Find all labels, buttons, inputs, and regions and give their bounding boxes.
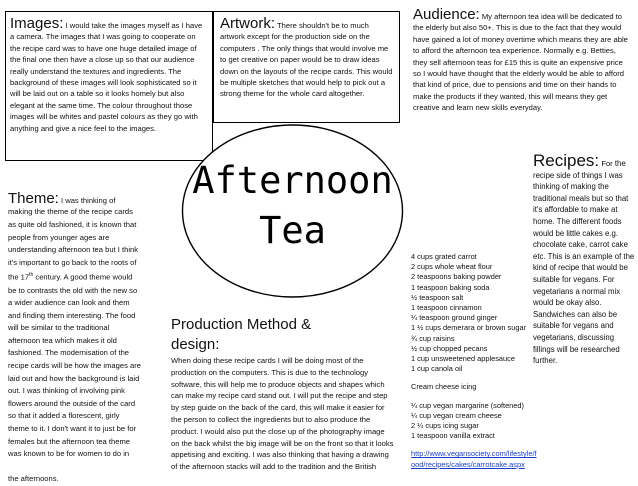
- images-heading: Images:: [10, 15, 64, 32]
- production-body: When doing these recipe cards I will be doing most of the production on the computers. This is due to the technology software, this will help me to produce objects and shapes which can make my recipe card stand out. I will put the recipe and step by step guide on the back of the card, this will make it easier for the person to collect the ingredients but to also produce the product. I would also put the close up of the photography image on the back whilst the big image will be on the front so that it looks appetising and exciting. I was also thinking that having a drawing of the afternoon stacks will add to the tradition and the British: [171, 356, 394, 472]
- ingredients-list: [411, 250, 537, 479]
- theme-body-line: be to contrasts the old with the new so: [8, 285, 138, 295]
- theme-body-line: a wider audience can look and them: [8, 298, 130, 308]
- theme-body-line: will be similar to the traditional: [8, 323, 110, 333]
- audience-body: dedicated to the elderly but also 50+. This is due to the fact that they would have gained a lot of money overtime which means they are able to afford the afternoon tea experience. Normally e.g. Betties, they sell afternoon teas for £15 this is quite an expensive price so I would have thought that the elderly would be able to afford that kind of price, due to pensions and time on their hands to make the products if they wanted, this will means they get creative and learn new skills everyday.: [413, 12, 628, 113]
- theme-body-line: flowers around the outside of the card: [8, 398, 136, 408]
- recipes-text: [533, 153, 636, 367]
- theme-body-line: was known to be for women to do in: [8, 449, 130, 459]
- title-line-2: Tea: [259, 209, 326, 252]
- title-ellipse: [180, 122, 405, 300]
- icing-item: 1 teaspoon vanilla extract: [411, 431, 495, 441]
- theme-body-line: the afternoons.: [8, 474, 59, 484]
- icing-item: ¼ cup vegan margarine (softened): [411, 400, 524, 410]
- theme-body-line: it's important to go back to the roots of: [8, 257, 137, 267]
- theme-body-line: people from younger ages are: [8, 232, 110, 242]
- ingredient-item: ¼ teaspoon ground ginger: [411, 313, 498, 323]
- theme-body-line: [8, 461, 156, 474]
- images-body: as I have a camera. The images that I was going to cooperate on the recipe card was to have one huge detailed image of the final one then have a close up so that our audience really understand the textures and ingredients. The background of these images will look sophisticated so it will be laid out on a table so it looks homely but also elegant at the same time. The colour throughout those images will be whites and pastel colours as they go with anything and give a nice feel to the images.: [10, 21, 203, 133]
- ingredient-item: 1 teaspoon cinnamon: [411, 303, 482, 313]
- theme-first-line: [8, 191, 156, 206]
- artwork-heading: Artwork:: [220, 15, 276, 32]
- ingredient-item: 1 teaspoon baking soda: [411, 282, 490, 292]
- theme-body-line: understanding afternoon tea but I think: [8, 245, 139, 255]
- ingredient-item: 4 cups grated carrot: [411, 252, 477, 261]
- theme-body-line: females but the afternoon tea theme: [8, 436, 131, 446]
- theme-body: [8, 206, 156, 486]
- icing-items: [411, 401, 537, 442]
- theme-lead: I was thinking of: [60, 196, 116, 205]
- theme-body-line: afternoon tea which makes it old: [8, 335, 117, 345]
- artwork-section: [213, 11, 400, 123]
- production-heading-2: design:: [171, 336, 220, 353]
- ingredient-items: [411, 252, 537, 374]
- ingredient-item: 1 cup canola oil: [411, 364, 463, 374]
- icing-title: Cream cheese icing: [411, 382, 477, 392]
- audience-heading: Audience:: [413, 6, 480, 23]
- ingredient-item: ¾ cup raisins: [411, 333, 455, 343]
- theme-body-line: fashioned. The modernisation of the: [8, 348, 130, 358]
- theme-body-line: laid out and how the background is laid: [8, 373, 140, 383]
- audience-text: [413, 7, 631, 114]
- ingredient-item: ½ teaspoon salt: [411, 292, 464, 302]
- recipes-lead: For: [601, 159, 613, 168]
- theme-body-line: recipe cards will be how the images are: [8, 361, 141, 371]
- theme-body-line: so that it added a florescent, girly: [8, 411, 120, 421]
- ingredient-item: 2 cups whole wheat flour: [411, 262, 493, 272]
- artwork-text: [220, 16, 395, 100]
- audience-lead: My afternoon tea idea will be: [481, 12, 579, 21]
- icing-item: 2 ¼ cups icing sugar: [411, 421, 479, 431]
- theme-body-line: and finding them interesting. The food: [8, 310, 136, 320]
- images-lead: I would take the images myself: [65, 21, 170, 30]
- ingredient-item: 2 teaspoons baking powder: [411, 272, 502, 282]
- theme-body-line: the 17th century. A good theme would: [8, 272, 133, 282]
- ingredient-item: 1 cup unsweetened applesauce: [411, 354, 515, 364]
- theme-body-line: out. I was thinking of involving pink: [8, 386, 125, 396]
- title-line-1: Afternoon: [192, 159, 393, 202]
- ingredient-item: ½ cup chopped pecans: [411, 343, 488, 353]
- theme-body-line: theme to it. I don't want it to just be for: [8, 424, 137, 434]
- recipe-link[interactable]: http://www.vegansociety.com/lifestyle/food/recipes/cakes/carrotcake.aspx: [411, 449, 537, 469]
- theme-body-line: as quite old fashioned, it is known that: [8, 220, 137, 229]
- artwork-body: to much artwork except for the production side on the computers . The only things that would involve me to get creative on paper would be to draw ideas down on the layouts of the recipe cards. This would be multiple sketches that would help to pick out a strong theme for the whole card altogether.: [220, 21, 393, 99]
- recipes-body: the recipe side of things I was thinking of making the traditional meals but so that it's affordable to make at home. The different foods would be little cakes e.g. chocolate cake, carrot cake etc. This is an example of the kind of recipe that would be suitable for vegans. For vegetarians a normal mix would be okay also. Sandwiches can also be suitable for vegans and vegetarians, discussing fillings will be researched further.: [533, 159, 635, 366]
- images-text: [10, 16, 208, 134]
- recipes-heading: Recipes:: [533, 151, 600, 170]
- theme-body-line: making the theme of the recipe cards: [8, 207, 133, 217]
- theme-section: [5, 187, 158, 484]
- audience-section: [409, 3, 635, 150]
- artwork-lead: There shouldn't be: [277, 21, 340, 30]
- recipes-section: [531, 153, 636, 373]
- ingredient-item: 1 ½ cups demerara or brown sugar: [411, 323, 527, 333]
- icing-item: ¼ cup vegan cream cheese: [411, 410, 502, 420]
- production-section: [170, 311, 396, 479]
- production-heading-1: Production Method &: [171, 316, 312, 333]
- theme-heading: Theme:: [8, 190, 59, 207]
